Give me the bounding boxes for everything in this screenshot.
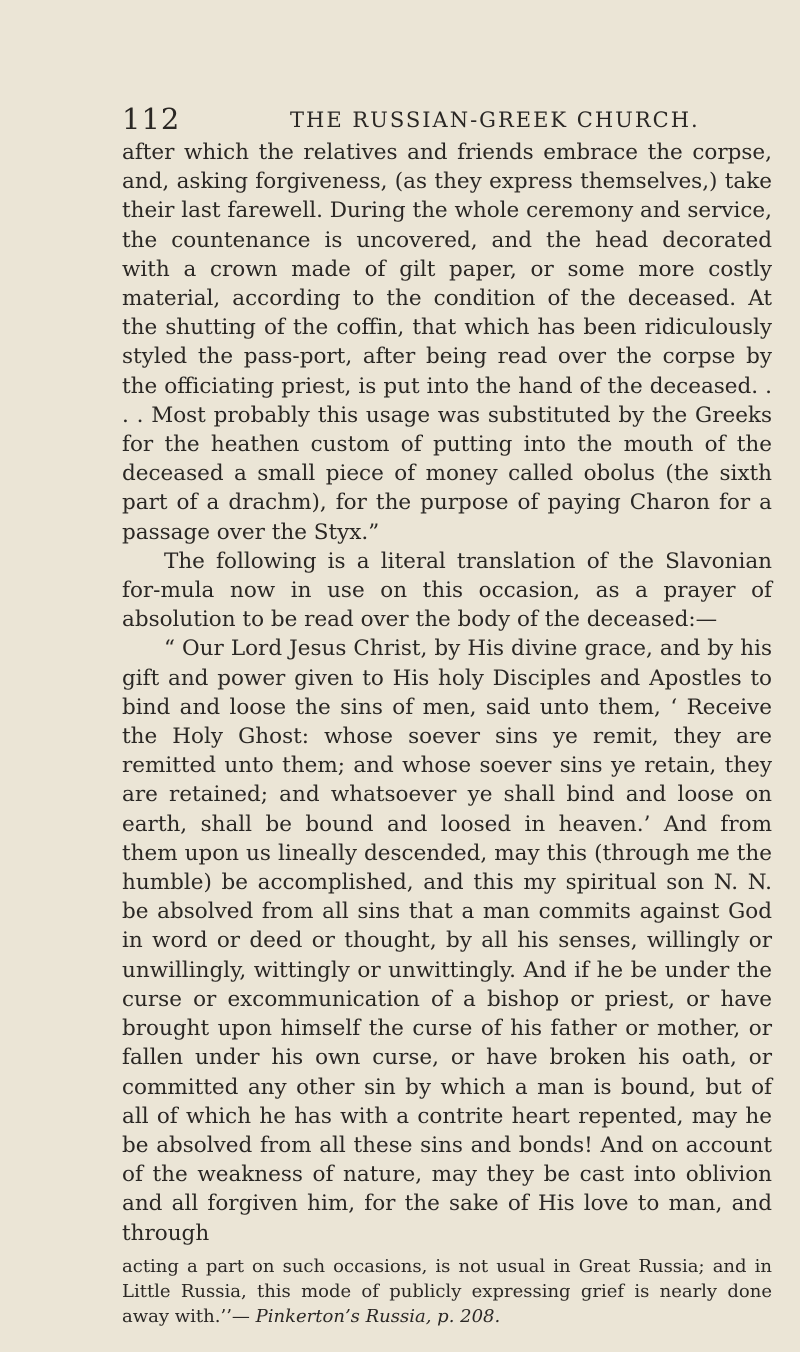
footnote-text: acting a part on such occasions, is not usual in Great Russia; and in Little Russia, this mode of publicly expressing grief is nearly done away with.’’—	[122, 1255, 772, 1327]
footnote	[122, 1254, 772, 1329]
paragraph-continued: after which the relatives and friends embrace the corpse, and, asking forgiveness, (as they express themselves,) take their last farewell. During the whole ceremony and service, the countenance is uncovered, and the head decorated with a crown made of gilt paper, or some more costly material, according to the condition of the deceased. At the shutting of the coffin, that which has been ridiculously styled the pass-port, after being read over the corpse by the officiating priest, is put into the hand of the deceased. . . . Most probably this usage was substituted by the Greeks for the heathen custom of putting into the mouth of the deceased a small piece of money called obolus (the sixth part of a drachm), for the purpose of paying Charon for a passage over the Styx.”	[122, 140, 772, 545]
footnote-source: Pinkerton’s Russia, p. 208.	[255, 1305, 501, 1327]
page-header	[122, 102, 762, 142]
body-text	[122, 138, 772, 1329]
running-head: THE RUSSIAN-GREEK CHURCH.	[290, 108, 700, 132]
page-number: 112	[122, 102, 181, 136]
paragraph-absolution-prayer: “ Our Lord Jesus Christ, by His divine grace, and by his gift and power given to His holy Disciples and Apostles to bind and loose the sins of men, said unto them, ‘ Receive the Holy Ghost: whose soever sins ye remit, they are remitted unto them; and whose soever sins ye retain, they are retained; and whatsoever ye shall bind and loose on earth, shall be bound and loosed in heaven.’ And from them upon us lineally descended, may this (through me the humble) be accomplished, and this my spiritual son N. N. be absolved from all sins that a man commits against God in word or deed or thought, by all his senses, willingly or unwillingly, wittingly or unwittingly. And if he be under the curse or excommunication of a bishop or priest, or have brought upon himself the curse of his father or mother, or fallen under his own curse, or have broken his oath, or committed any other sin by which a man is bound, but of all of which he has with a contrite heart repented, may he be absolved from all these sins and bonds! And on account of the weakness of nature, may they be cast into oblivion and all forgiven him, for the sake of His love to man, and through	[122, 636, 772, 1246]
paragraph-translation-intro: The following is a literal translation of the Slavonian for-mula now in use on this occasion, as a prayer of absolution to be read over the body of the deceased:—	[122, 548, 772, 633]
